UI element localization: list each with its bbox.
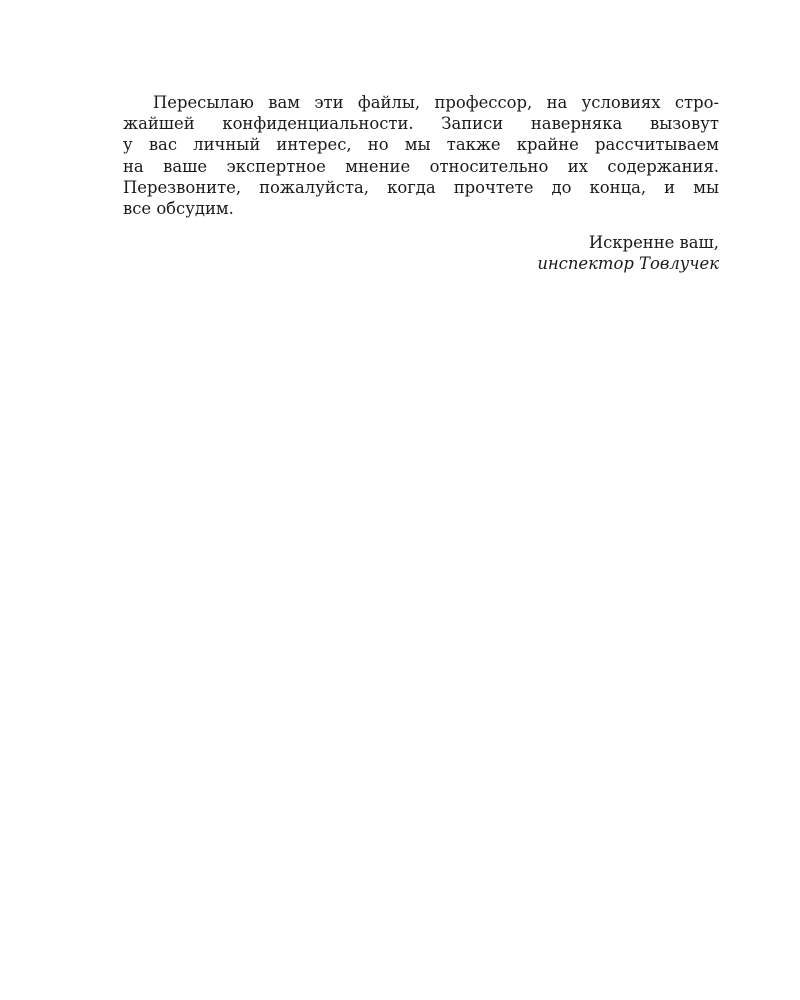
- signature-block: [123, 232, 719, 274]
- body-line: жайшей конфиденциальности. Записи наверняка вызовут: [123, 114, 719, 134]
- signature-name: инспектор Товлучек: [537, 254, 719, 274]
- body-line: у вас личный интерес, но мы также крайне рассчитываем: [123, 135, 719, 155]
- letter-body: [123, 92, 719, 219]
- body-line: на ваше экспертное мнение относительно их содержания.: [123, 156, 719, 176]
- letter-page: [123, 92, 719, 275]
- body-line: все обсудим.: [123, 198, 234, 218]
- body-line: Перезвоните, пожалуйста, когда прочтете до конца, и мы: [123, 177, 719, 197]
- body-line: Пересылаю вам эти файлы, профессор, на условиях стро-: [153, 93, 719, 112]
- closing-line: Искренне ваш,: [588, 233, 719, 253]
